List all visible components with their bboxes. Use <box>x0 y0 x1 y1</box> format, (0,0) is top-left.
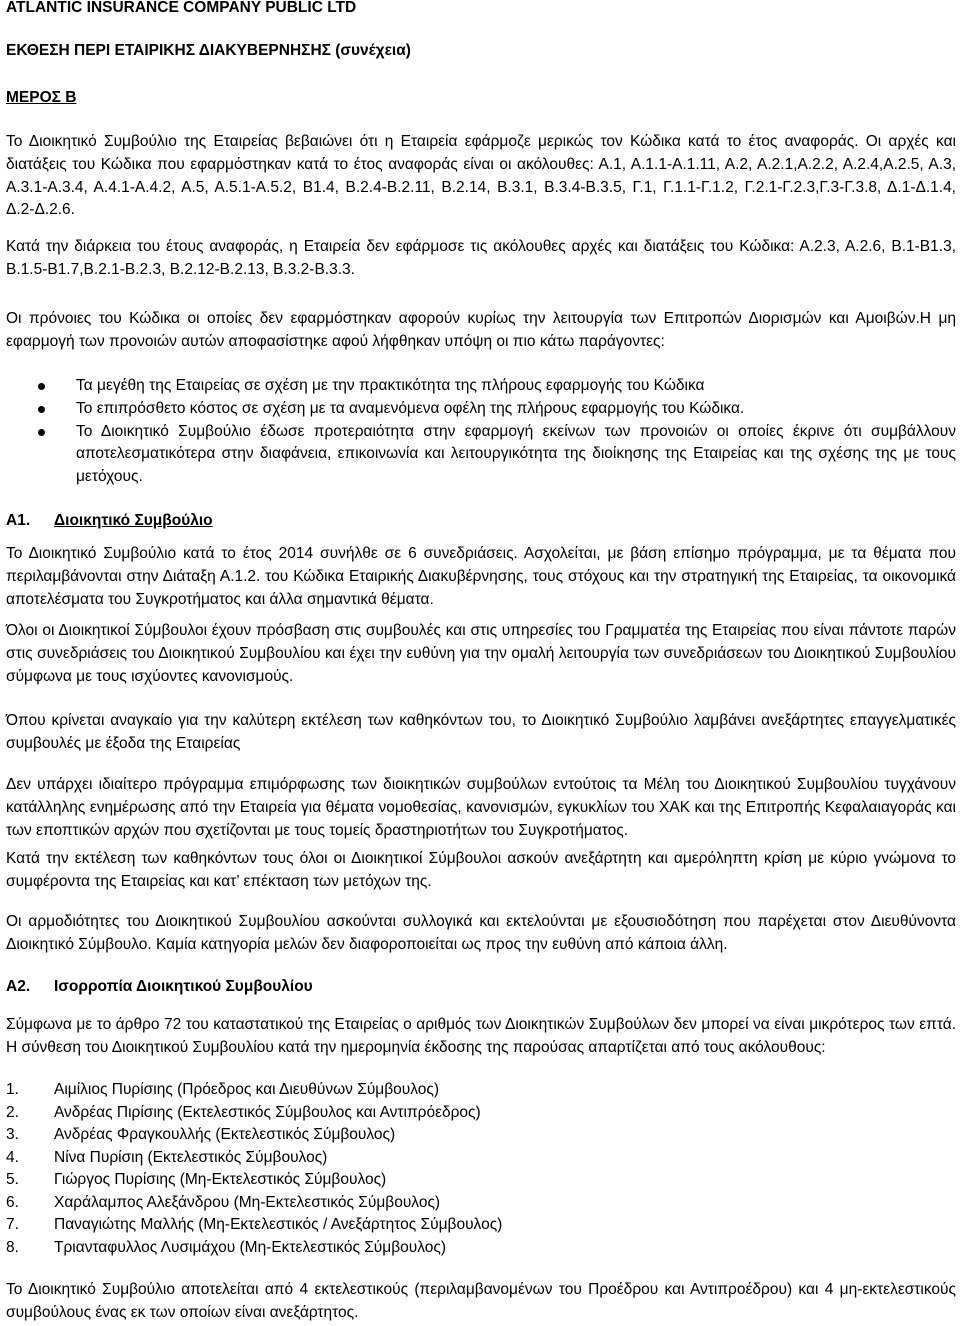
member-name: Τριανταφυλλος Λυσιμάχου (Μη-Εκτελεστικός Σύμβουλος) <box>54 1238 446 1256</box>
bullet-text: Το επιπρόσθετο κόστος σε σχέση με τα αναμενόμενα οφέλη της πλήρους εφαρμογής του Κώδικα. <box>76 399 745 417</box>
a1-paragraph-3: Όπου κρίνεται αναγκαίο για την καλύτερη εκτέλεση των καθηκόντων του, το Διοικητικό Συμβούλιο λαμβάνει ανεξάρτητες επαγγελματικές συμβουλές με έξοδα της Εταιρείας <box>6 712 956 752</box>
list-item <box>6 375 956 398</box>
member-name: Παναγιώτης Μαλλής (Μη-Εκτελεστικός / Ανεξάρτητος Σύμβουλος) <box>54 1216 503 1233</box>
item-number: 6. <box>6 1193 19 1211</box>
part-heading: ΜΕΡΟΣ Β <box>6 89 77 106</box>
a1-paragraph-4: Δεν υπάρχει ιδιαίτερο πρόγραμμα επιμόρφωσης των διοικητικών συμβούλων εντούτοις τα Μέλη του Διοικητικού Συμβουλίου τυγχάνουν κατάλληλης ενημέρωσης από την Εταιρεία για θέματα νομοθεσίας, κανονισμών, εγκυκλίων του ΧΑΚ και της Επιτροπής Κεφαλαιαγοράς και των εποπτικών αρχών που σχετίζονται με τους τομείς δραστηριοτήτων του Συγκροτήματος. <box>6 776 956 839</box>
list-item <box>6 398 956 421</box>
bullet-text: Το Διοικητικό Συμβούλιο έδωσε προτεραιότητα στην εφαρμογή εκείνων των προνοιών οι οποίες έκρινε ότι συμβάλλουν αποτελεσματικότερα στην διαφάνεια, επικοινωνία και λειτουργικότητα της διοίκησης της Εταιρείας και της σχέσης της με τους μετόχους. <box>76 422 956 486</box>
company-name: ATLANTIC INSURANCE COMPANY PUBLIC LTD <box>6 0 357 16</box>
list-item <box>6 1079 956 1102</box>
a1-paragraph-2: Όλοι οι Διοικητικοί Σύμβουλοι έχουν πρόσβαση στις συμβουλές και στις υπηρεσίες του Γραμματέα της Εταιρείας που είναι πάντοτε παρών στις συνεδριάσεις του Διοικητικού Συμβουλίου και έχει την ευθύνη για την ομαλή λειτουργία των συνεδριάσεων του Διοικητικού Συμβουλίου σύμφωνα με τους ισχύοντες κανονισμούς. <box>6 622 956 685</box>
section-a2-heading <box>6 976 313 999</box>
member-name: Αιμίλιος Πυρίσιης (Πρόεδρος και Διευθύνων Σύμβουλος) <box>54 1081 440 1098</box>
item-number: 5. <box>6 1171 19 1188</box>
a2-paragraph-1: Σύμφωνα με το άρθρο 72 του καταστατικού της Εταιρείας ο αριθμός των Διοικητικών Συμβούλων δεν μπορεί να είναι μικρότερος των επτά. Η σύνθεση του Διοικητικού Συμβουλίου κατά την ημερομηνία έκδοσης της παρούσας απαρτίζεται από τους ακόλουθους: <box>6 1016 956 1056</box>
member-name: Χαράλαμπος Αλεξάνδρου (Μη-Εκτελεστικός Σύμβουλος) <box>54 1193 441 1211</box>
section-number: Α1. <box>6 512 31 529</box>
bullet-icon <box>38 429 45 436</box>
list-item <box>6 1102 956 1125</box>
a2-paragraph-2: Το Διοικητικό Συμβούλιο αποτελείται από 4 εκτελεστικούς (περιλαμβανομένων του Προέδρου και Αντιπροέδρου) και 4 μη-εκτελεστικούς συμβούλους ένας εκ των οποίων είναι ανεξάρτητος. <box>6 1281 956 1321</box>
bullet-icon <box>38 406 45 413</box>
a1-paragraph-1: Το Διοικητικό Συμβούλιο κατά το έτος 2014 συνήλθε σε 6 συνεδριάσεις. Ασχολείται, με βάση επίσημο πρόγραμμα, με τα θέματα που περιλαμβάνονται στην Διάταξη Α.1.2. του Κώδικα Εταιρικής Διακυβέρνησης, τους στόχους και την στρατηγική της Εταιρείας, τα οικονομικά αποτελέσματα του Συγκροτήματος και άλλα σημαντικά θέματα. <box>6 545 956 608</box>
a1-paragraph-6: Οι αρμοδιότητες του Διοικητικού Συμβουλίου ασκούνται συλλογικά και εκτελούνται με εξουσιοδότηση που παρέχεται στον Διευθύνοντα Διοικητικό Σύμβουλο. Καμία κατηγορία μελών δεν διαφοροποιείται ως προς την ευθύνη από κάποια άλλη. <box>6 913 956 953</box>
member-name: Γιώργος Πυρίσιης (Μη-Εκτελεστικός Σύμβουλος) <box>54 1171 387 1188</box>
list-item <box>6 421 956 489</box>
member-name: Ανδρέας Πιρίσιης (Εκτελεστικός Σύμβουλος και Αντιπρόεδρος) <box>54 1103 481 1121</box>
list-item <box>6 1124 956 1147</box>
item-number: 1. <box>6 1081 19 1098</box>
list-item <box>6 1169 956 1192</box>
bullet-icon <box>38 383 45 390</box>
section-title: Ισορροπία Διοικητικού Συμβουλίου <box>54 978 313 995</box>
item-number: 3. <box>6 1126 19 1143</box>
item-number: 2. <box>6 1103 19 1121</box>
list-item <box>6 1237 956 1260</box>
board-members-list <box>6 1079 956 1259</box>
section-a1-heading <box>6 510 213 533</box>
item-number: 8. <box>6 1238 19 1256</box>
item-number: 7. <box>6 1216 19 1233</box>
intro-paragraph-1: Το Διοικητικό Συμβούλιο της Εταιρείας βεβαιώνει ότι η Εταιρεία εφάρμοζε μερικώς τον Κώδικα κατά το έτος αναφοράς. Οι αρχές και διατάξεις του Κώδικα που εφαρμόστηκαν κατά το έτος αναφοράς είναι οι ακόλουθες: Α.1, Α.1.1-Α.1.11, Α.2, Α.2.1,Α.2.2, Α.2.4,Α.2.5, Α.3, Α.3.1-Α.3.4, Α.4.1-Α.4.2, Α.5, Α.5.1-Α.5.2, Β1.4, Β.2.4-Β.2.11, Β.2.14, Β.3.1, Β.3.4-Β.3.5, Γ.1, Γ.1.1-Γ.1.2, Γ.2.1-Γ.2.3,Γ.3-Γ.3.8, Δ.1-Δ.1.4, Δ.2-Δ.2.6. <box>6 133 956 219</box>
section-title: Διοικητικό Συμβούλιο <box>54 512 213 529</box>
intro-paragraph-3: Οι πρόνοιες του Κώδικα οι οποίες δεν εφαρμόστηκαν αφορούν κυρίως την λειτουργία των Επιτροπών Διορισμών και Αμοιβών.Η μη εφαρμογή των προνοιών αυτών αποφασίστηκε αφού λήφθηκαν υπόψη οι πιο κάτω παράγοντες: <box>6 310 956 350</box>
report-title: ΕΚΘΕΣΗ ΠΕΡΙ ΕΤΑΙΡΙΚΗΣ ΔΙΑΚΥΒΕΡΝΗΣΗΣ (συνέχεια) <box>6 42 411 59</box>
member-name: Νίνα Πυρίσιη (Εκτελεστικός Σύμβουλος) <box>54 1148 328 1166</box>
list-item <box>6 1214 956 1237</box>
list-item <box>6 1192 956 1215</box>
a1-paragraph-5: Κατά την εκτέλεση των καθηκόντων τους όλοι οι Διοικητικοί Σύμβουλοι ασκούν ανεξάρτητη και αμερόληπτη κρίση με κύριο γνώμονα το συμφέροντα της Εταιρείας και κατ’ επέκταση των μετόχων της. <box>6 850 956 890</box>
intro-paragraph-2: Κατά την διάρκεια του έτους αναφοράς, η Εταιρεία δεν εφάρμοσε τις ακόλουθες αρχές και διατάξεις του Κώδικα: Α.2.3, Α.2.6, Β.1-Β1.3, Β.1.5-Β1.7,Β.2.1-Β.2.3, Β.2.12-Β.2.13, Β.3.2-Β.3.3. <box>6 238 956 278</box>
factors-list <box>6 375 956 489</box>
section-number: Α2. <box>6 978 31 995</box>
item-number: 4. <box>6 1148 19 1166</box>
bullet-text: Τα μεγέθη της Εταιρείας σε σχέση με την πρακτικότητα της πλήρους εφαρμογής του Κώδικα <box>76 377 705 394</box>
member-name: Ανδρέας Φραγκουλλής (Εκτελεστικός Σύμβουλος) <box>54 1126 396 1143</box>
list-item <box>6 1147 956 1170</box>
